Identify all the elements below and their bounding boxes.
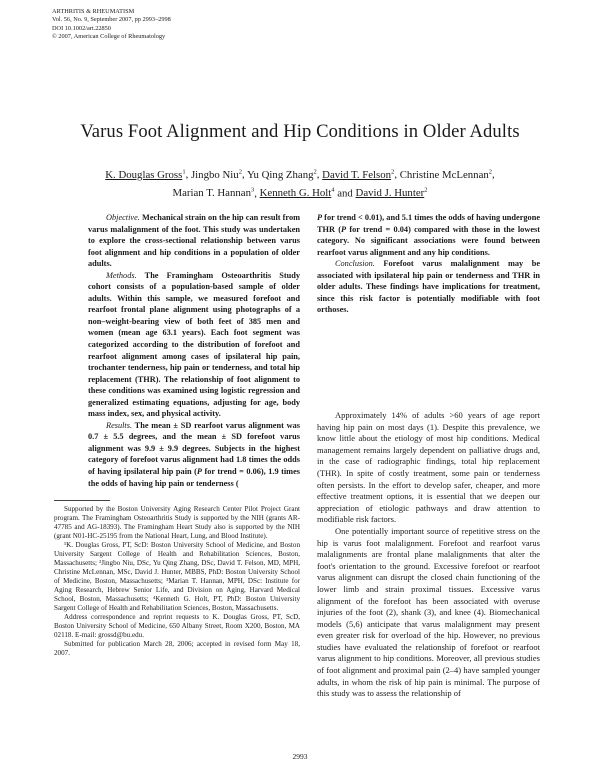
doi: DOI 10.1002/art.22850 <box>52 24 111 32</box>
author[interactable]: David T. Felson$^2$ <box>322 168 395 181</box>
footnote-funding: Supported by the Boston University Aging Research Center Pilot Project Grant program. The Framingham Osteoarthritis Study is supported by the NIH (grants AR-47785 and AG-18393). The Framingham Heart Study also is supported by the NIH (grant N01-HC-25195 from the National Heart, Lung, and Blood Institute). <box>54 505 300 540</box>
abstract-methods: Methods. The Framingham Osteoarthritis Study cohort consists of a population-based sample of older adults. Within this sample, we measured forefoot and rearfoot frontal plane alignment using photographs of a non–weight-bearing view of both feet of 385 men and women (mean age 63.1 years). Each foot segment was categorized according to the distribution of forefoot and rearfoot alignment among cases of ipsilateral hip pain, trochanter tenderness, hip pain or tenderness, and total hip replacement (THR). The relationship of foot alignment to these conditions was examined using logistic regression and generalized estimating equations, adjusting for age, body mass index, sex, and physical activity. <box>88 270 300 419</box>
body-paragraph: One potentially important source of repetitive stress on the hip is varus foot malalignment. Forefoot and rearfoot varus malalignments are frontal plane malalignments that alter the foot's orientation to the ground. Excessive forefoot or rearfoot varus alignment can disrupt the closed chain functioning of the lower limb and strain proximal tissues. Excessive varus alignment of the forefoot has been associated with overuse injuries of the foot (2), shank (3), and knee (4). Biomechanical models (5,6) anticipate that varus malalignment may present even greater risk for overload of the hip. However, no previous studies have evaluated the relationship of forefoot or rearfoot varus alignment to hip conditions. Moreover, all previous studies of foot alignment and proximal pain (2–4) have sampled younger adults, in whom the risk of hip pain is minimal. The purpose of this study was to assess the relationship of <box>317 525 540 699</box>
footnote-affiliations: ¹K. Douglas Gross, PT, ScD: Boston University School of Medicine, and Boston University Sargent College of Health and Rehabilitation Sciences, Boston, Massachusetts; ²Jingbo Niu, DSc, Yu Qing Zhang, DSc, David T. Felson, MD, MPH, Christine McLennan, MSc, David J. Hunter, MBBS, PhD: Boston University School of Medicine, Boston, Massachusetts; ³Marian T. Hannan, MPH, DSc: Institute for Aging Research, Hebrew Senior Life, and Division on Aging, Harvard Medical School, Boston, Massachusetts; ⁴Kenneth G. Holt, PT, PhD: Boston University Sargent College of Health and Rehabilitation Sciences, Boston, Massachusetts. <box>54 541 300 612</box>
abstract-left-column <box>88 212 300 489</box>
volume-info: Vol. 56, No. 9, September 2007, pp 2993–2998 <box>52 16 171 24</box>
author: Christine McLennan$^2$ <box>399 168 493 181</box>
abstract-results-cont <box>317 212 540 258</box>
journal-header <box>52 8 171 42</box>
author: Yu Qing Zhang$^2$ <box>246 168 317 181</box>
page-number: 2993 <box>292 752 308 761</box>
author[interactable]: David J. Hunter$^2$ <box>355 186 428 200</box>
author: Marian T. Hannan$^3$ <box>172 186 255 200</box>
author[interactable]: Kenneth G. Holt$^4$ <box>259 186 335 200</box>
footnote-correspondence: Address correspondence and reprint requests to K. Douglas Gross, PT, ScD, Boston University School of Medicine, 650 Albany Street, Room X200, Boston, MA 02118. E-mail: grossd@bu.edu. <box>54 613 300 639</box>
footnote-submission: Submitted for publication March 28, 2006; accepted in revised form May 18, 2007. <box>54 640 300 657</box>
author[interactable]: K. Douglas Gross$^1$ <box>105 168 186 181</box>
abstract-conclusion: Conclusion. Forefoot varus malalignment may be associated with ipsilateral hip pain or tenderness and THR in older adults. These findings have implications for treatment, since this risk factor is potentially modifiable with foot orthoses. <box>317 259 540 315</box>
footnote-rule <box>54 500 110 501</box>
abstract-right-column <box>317 212 540 316</box>
copyright: © 2007, American College of Rheumatology <box>52 33 166 41</box>
footnotes <box>54 505 300 658</box>
body-column <box>317 410 540 700</box>
abstract-objective: Objective. Mechanical strain on the hip can result from varus malalignment of the foot. This study was undertaken to explore the cross-sectional relationship between varus foot alignment and hip conditions in a population of older adults. <box>88 213 300 269</box>
abstract-results: Results. The mean ± SD rearfoot varus alignment was 0.7 ± 5.5 degrees, and the mean ± SD forefoot varus alignment was 9.9 ± 9.9 degrees. Subjects in the highest category of forefoot varus alignment had 1.8 times the odds of having ipsilateral hip pain (P for trend = 0.06), 1.9 times the odds of having hip pain or tenderness ( <box>88 420 300 488</box>
results-continued: P for trend < 0.01), and 5.1 times the odds of having undergone THR (P for trend = 0.04) compared with those in the lowest category. No significant associations were found between rearfoot varus alignment and any hip conditions. <box>317 213 540 257</box>
article-title: Varus Foot Alignment and Hip Conditions in Older Adults <box>80 121 520 142</box>
author-list: K. Douglas Gross$^1$, Jingbo Niu$^2$, Yu Qing Zhang$^2$, David T. Felson$^2$, Christine McLennan$^2$, Marian T. Hannan$^3$, Kenneth G. Holt$^4$ and David J. Hunter$^2$ <box>105 168 495 200</box>
author: Jingbo Niu$^2$ <box>190 168 242 181</box>
body-paragraph: Approximately 14% of adults >60 years of age report having hip pain on most days (1). Despite this prevalence, we know little about the etiology of most hip conditions. Medical management remains largely dependent on palliative drugs and, in the case of radiographic findings, total hip replacement (THR). In spite of costly treatment, some pain or tenderness often persists. In the effort to develop safer, cheaper, and more effective treatment options, it is essential that we deepen our appreciation of etiologic pathways and draw attention to modifiable risk factors. <box>317 410 540 525</box>
journal-name: ARTHRITIS & RHEUMATISM <box>52 8 135 15</box>
